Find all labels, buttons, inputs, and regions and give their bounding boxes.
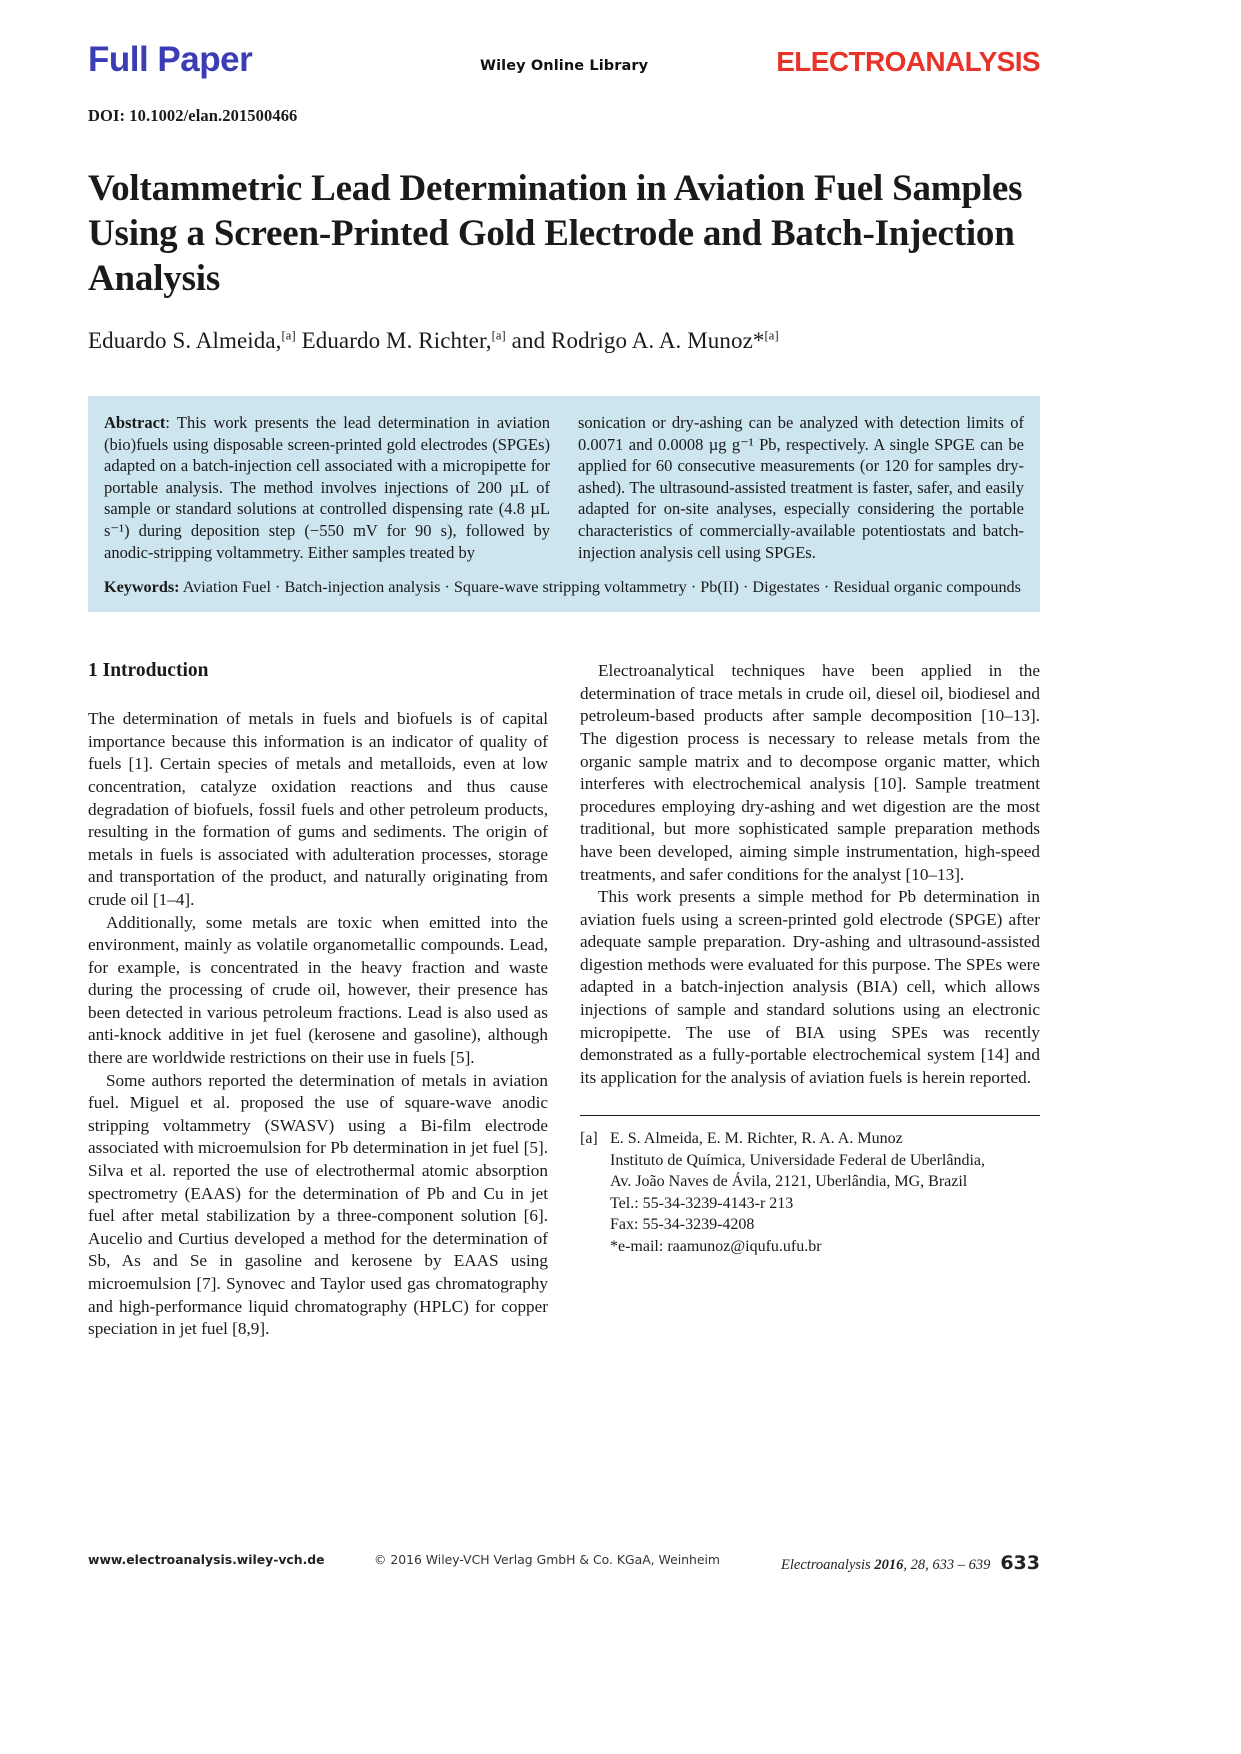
abstract-label: Abstract xyxy=(104,413,166,432)
publisher-label: Wiley Online Library xyxy=(480,58,649,74)
page-footer xyxy=(88,1552,1040,1574)
abstract-columns xyxy=(104,412,1024,563)
abstract-box xyxy=(88,396,1040,612)
keywords-line xyxy=(104,577,1024,598)
affiliation-line: Tel.: 55-34-3239-4143-r 213 xyxy=(610,1194,794,1212)
body-column-left xyxy=(88,660,548,1341)
page-number: 633 xyxy=(1000,1552,1040,1574)
abstract-column-left xyxy=(104,412,550,563)
page-content xyxy=(88,0,1040,1341)
author-list: Eduardo S. Almeida,[a] Eduardo M. Richter,[a] and Rodrigo A. A. Munoz*[a] xyxy=(88,328,779,353)
paragraph: Electroanalytical techniques have been applied in the determination of trace metals in crude oil, diesel oil, biodiesel and petroleum-based products after sample decomposition [10–13]. The digestion process is necessary to release metals from the organic sample matrix and to decompose organic matter, which interferes with electrochemical analysis [10]. Sample treatment procedures employing dry-ashing and wet digestion are the most traditional, but more sophisticated sample preparation methods have been developed, aiming simple instrumentation, high-speed treatments, and safer conditions for the analyst [10–13]. xyxy=(580,661,1040,884)
keywords-text: Aviation Fuel · Batch-injection analysis · Square-wave stripping voltammetry · Pb(II) · Digestates · Residual organic compounds xyxy=(182,578,1021,597)
paragraph: The determination of metals in fuels and biofuels is of capital importance because this information is an indicator of quality of fuels [1]. Certain species of metals and metalloids, even at low concentration, catalyze oxidation reactions and thus cause degradation of biofuels, fossil fuels and other petroleum products, resulting in the formation of gums and sediments. The origin of metals in fuels is associated with adulteration processes, storage and transportation of the product, and naturally originating from crude oil [1–4]. xyxy=(88,709,548,909)
paragraph: Additionally, some metals are toxic when emitted into the environment, mainly as volatile organometallic compounds. Lead, for example, is concentrated in the heavy fraction and waste during the processing of crude oil, however, their presence has been detected in various petroleum fractions. Lead is also used as anti-knock additive in jet fuel (kerosene and gasoline), although there are worldwide restrictions on their use in fuels [5]. xyxy=(88,912,548,1068)
article-type-label: Full Paper xyxy=(88,40,253,79)
affiliation-line: Av. João Naves de Ávila, 2121, Uberlândia, MG, Brazil xyxy=(610,1173,968,1191)
body-columns xyxy=(88,660,1040,1341)
affiliation-tag: [a] xyxy=(580,1130,598,1148)
doi-line: DOI: 10.1002/elan.201500466 xyxy=(88,106,298,125)
paragraph: Some authors reported the determination of metals in aviation fuel. Miguel et al. proposed the use of square-wave anodic stripping voltammetry (SWASV) using a Bi-film electrode associated with microemulsion for Pb determination in jet fuel [5]. Silva et al. reported the use of electrothermal atomic absorption spectrometry (EAAS) for the determination of Pb and Cu in jet fuel after metal stabilization by a three-component solution [6]. Aucelio and Curtius developed a method for the determination of Sb, As and Se in gasoline and kerosene by EAAS using microemulsion [7]. Synovec and Taylor used gas chromatography and high-performance liquid chromatography (HPLC) for copper speciation in jet fuel [8,9]. xyxy=(88,1070,548,1339)
affiliation-lines xyxy=(610,1128,985,1257)
citation-line xyxy=(781,1552,1040,1574)
affiliation-line: E. S. Almeida, E. M. Richter, R. A. A. Munoz xyxy=(610,1130,903,1148)
citation-journal: Electroanalysis xyxy=(781,1557,871,1573)
masthead xyxy=(88,38,1040,110)
affiliation-line: Instituto de Química, Universidade Federal de Uberlândia, xyxy=(610,1151,985,1169)
citation-pages: , 28, 633 – 639 xyxy=(903,1557,991,1573)
journal-website-link[interactable]: www.electroanalysis.wiley-vch.de xyxy=(88,1552,325,1567)
citation-year: 2016 xyxy=(874,1557,904,1573)
affiliation-email[interactable]: *e-mail: raamunoz@iqufu.ufu.br xyxy=(610,1237,822,1255)
copyright-notice: © 2016 Wiley-VCH Verlag GmbH & Co. KGaA, Weinheim xyxy=(374,1552,720,1567)
affiliation-footnote xyxy=(580,1115,1040,1257)
affiliation-line: Fax: 55-34-3239-4208 xyxy=(610,1216,755,1234)
journal-logo: ELECTROANALYSIS xyxy=(776,46,1040,77)
paragraph: This work presents a simple method for Pb determination in aviation fuels using a screen-printed gold electrode (SPGE) after adequate sample preparation. Dry-ashing and ultrasound-assisted digestion methods were evaluated for this purpose. The SPEs were adapted in a batch-injection analysis (BIA) cell, which allows injections of sample and standard solutions using an electronic micropipette. The use of BIA using SPEs was recently demonstrated as a fully-portable electrochemical system [14] and its application for the analysis of aviation fuels is herein reported. xyxy=(580,887,1040,1087)
abstract-column-right: sonication or dry-ashing can be analyzed with detection limits of 0.0071 and 0.0008 µg g⁻¹ Pb, respectively. A single SPGE can be applied for 60 consecutive measurements (or 120 for samples dry-ashed). The ultrasound-assisted treatment is faster, safer, and easily adapted for on-site analyses, especially considering the portable characteristics of commercially-available potentiostats and batch-injection analysis cell using SPGEs. xyxy=(578,413,1024,562)
section-heading-introduction: 1 Introduction xyxy=(88,660,209,682)
keywords-label: Keywords: xyxy=(104,578,180,597)
abstract-text-left: : This work presents the lead determination in aviation (bio)fuels using disposable screen-printed gold electrodes (SPGEs) adapted on a batch-injection cell associated with a micropipette for portable analysis. The method involves injections of 200 µL of sample or standard solutions at controlled dispensing rate (4.8 µL s⁻¹) during deposition step (−550 mV for 90 s), followed by anodic-stripping voltammetry. Either samples treated by xyxy=(104,413,550,562)
page-title: Voltammetric Lead Determination in Aviation Fuel Samples Using a Screen-Printed Gold Electrode and Batch-Injection Analysis xyxy=(88,168,1023,299)
body-column-right xyxy=(580,660,1040,1341)
